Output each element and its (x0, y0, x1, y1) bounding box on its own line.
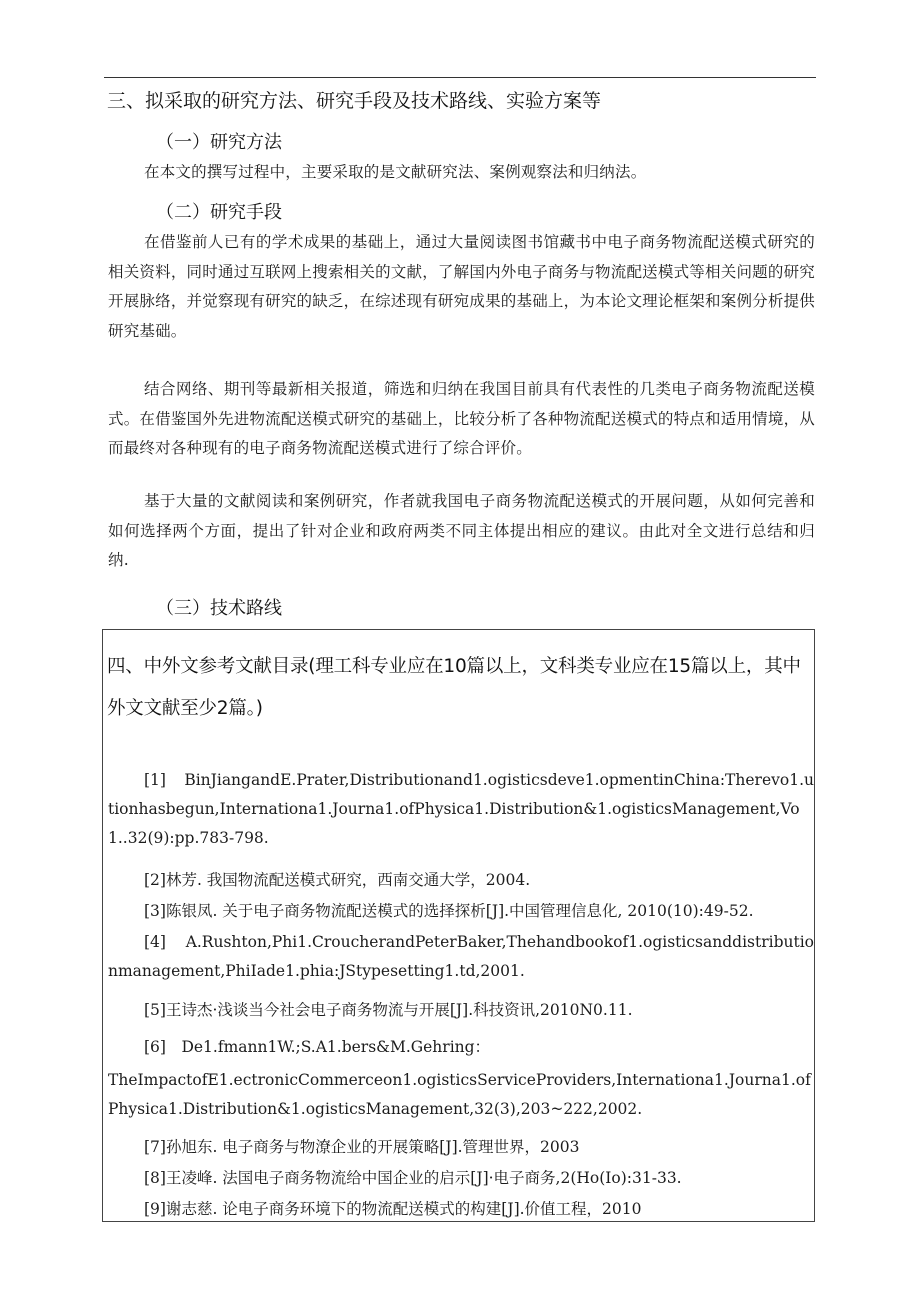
reference-item: [8]王凌峰. 法国电子商务物流给中国企业的启示[J]·电子商务,2(Ho(Io):31-33. (144, 1169, 682, 1187)
reference-item: [6] De1.fmann1W.;S.A1.bers&M.Gehring： (144, 1038, 491, 1056)
method-text: 在本文的撰写过程中，主要采取的是文献研究法、案例观察法和归纳法。 (144, 163, 647, 181)
reference-item-continued: TheImpactofE1.ectronicCommerceon1.ogisticsServiceProviders,Internationa1.Journa1.ofPhysica1.Distribution&1.ogisticsManagement,32(3),203~222,2002. (108, 1071, 811, 1118)
reference-item: [4] A.Rushton,Phi1.CroucherandPeterBaker,Thehandbookof1.ogisticsanddistributionmanagement,PhiIade1.phia:JStypesetting1.td,2001. (108, 933, 814, 980)
reference-item: [9]谢志慈. 论电子商务环境下的物流配送模式的构建[J].价值工程，2010 (144, 1200, 642, 1218)
reference-item: [5]王诗杰·浅谈当今社会电子商务物流与开展[J].科技资讯,2010N0.11. (144, 1001, 633, 1019)
reference-item: [2]林芳. 我国物流配送模式研究，西南交通大学，2004. (144, 871, 531, 889)
means-paragraph-2: 结合网络、期刊等最新相关报道，筛选和归纳在我国目前具有代表性的几类电子商务物流配送模式。在借鉴国外先进物流配送模式研究的基础上，比较分析了各种物流配送模式的特点和适用情境，从而最终对各种现有的电子商务物流配送模式进行了综合评价。 (108, 380, 815, 457)
means-heading: （二）研究手段 (156, 202, 282, 223)
section4-title: 四、中外文参考文献目录(理工科专业应在10篇以上，文科类专业应在15篇以上，其中外文文献至少2篇。) (107, 656, 801, 719)
section3-title: 三、拟采取的研究方法、研究手段及技术路线、实验方案等 (107, 90, 602, 112)
means-paragraph-1: 在借鉴前人已有的学术成果的基础上，通过大量阅读图书馆藏书中电子商务物流配送模式研究的相关资料，同时通过互联网上搜索相关的文献，了解国内外电子商务与物流配送模式等相关问题的研究开展脉络，并觉察现有研究的缺乏，在综述现有研宛成果的基础上，为本论文理论框架和案例分析提供研究基础。 (108, 233, 815, 340)
method-heading: （一）研究方法 (156, 132, 282, 153)
reference-item: [1] BinJiangandE.Prater,Distributionand1.ogisticsdeve1.opmentinChina:Therevo1.utionhasbegun,Internationa1.Journa1.ofPhysica1.Distribution&1.ogisticsManagement,Vo1..32(9):pp.783-798. (108, 771, 814, 847)
reference-item: [7]孙旭东. 电子商务与物潦企业的开展策略[J].管理世界，2003 (144, 1138, 580, 1156)
reference-item: [3]陈银凤. 关于电子商务物流配送模式的选择探析[J].中国管理信息化, 2010(10):49-52. (144, 902, 754, 920)
top-divider (104, 77, 816, 78)
route-heading: （三）技术路线 (156, 598, 282, 619)
means-paragraph-3: 基于大量的文献阅读和案例研究，作者就我国电子商务物流配送模式的开展问题，从如何完善和如何选择两个方面，提出了针对企业和政府两类不同主体提出相应的建议。由此对全文进行总结和归纳. (108, 492, 815, 569)
